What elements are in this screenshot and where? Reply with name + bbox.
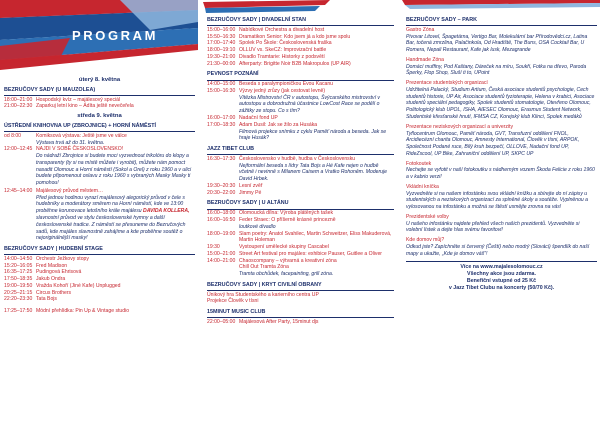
row-event: Československo v hudbě, hudba v Československu xyxy=(239,155,356,162)
event-description: Nejformální beseda s lídry Tata Bojs a Hé Kafe nejen o hudbě včetně i nevinně s Milanem Caisem a Vratko Rohoněm. Moderuje David Hrbek. xyxy=(239,162,387,183)
row-event: Feder Straec: O příšerně krásné princezně xyxy=(239,216,336,223)
program-row xyxy=(4,290,195,297)
zone-body: U našeho infostánku najdete přehled všech našich prezidentů. Vyzvedněte si volební lístek a dejte hlas svému favoritovi! xyxy=(406,220,580,234)
row-time: 19:00–19:50 xyxy=(4,282,33,289)
footer-concerts: v Jazz Tibet Clubu na koncerty (50/70 Kč). xyxy=(448,285,555,292)
program-row xyxy=(207,122,394,129)
program-row xyxy=(207,81,394,88)
column-right xyxy=(402,0,600,424)
day-heading-tuesday: úterý 8. května xyxy=(78,77,121,83)
program-row xyxy=(207,40,394,47)
row-event: Beseda s paralympioničkou Evou Kacanu xyxy=(239,81,334,88)
row-event: Circus Brothers xyxy=(36,289,72,296)
zone-group xyxy=(406,80,597,121)
zone-heading: Prezentace studentských organizací xyxy=(406,80,488,87)
section-divider xyxy=(207,317,394,318)
program-row xyxy=(4,263,195,270)
zone-heading: Fotokoutek xyxy=(406,160,432,167)
row-time: 14:00–21:00 xyxy=(207,257,236,264)
row-event: Majálesový průvod městem… xyxy=(36,187,104,194)
row-time: 18:00–19:00 xyxy=(207,230,236,237)
column-right-content xyxy=(406,15,597,292)
program-row xyxy=(4,296,195,303)
row-event: Street Art festival pro majáles: exhibice Pauser, Guitlee a Oliver xyxy=(239,250,382,257)
row-event: Nabídkové Orchestra a divadelní host xyxy=(239,26,325,33)
row-event: Dramatikon Senior: Kdo jsem já a kdo jsme spolu xyxy=(239,33,351,40)
banner-title: PROGRAM xyxy=(72,28,159,43)
zone-body: Odkud jste? Zapíchněte si červený (Čeští) nebo modrý (Slováci) špendlík do naší mapy a ukažte, „Kde je domov váš"! xyxy=(406,243,590,257)
row-event: Módní přehlídka: Pin Up & Vintage studio xyxy=(36,308,130,315)
row-time: 17:00–17:40 xyxy=(207,40,236,47)
section-title-15minut: 15MINUT MUSIC CLUB xyxy=(207,309,266,316)
row-subtext: loutkové divadlo xyxy=(239,223,276,230)
row-event: Afterparty: Brigitte Noir B2B Makropulos (UP AIR) xyxy=(239,60,351,67)
row-time: 18:00–21:00 xyxy=(4,96,33,103)
program-row xyxy=(207,251,394,258)
parade-description xyxy=(4,195,195,242)
program-row xyxy=(4,269,195,276)
program-row xyxy=(207,88,394,95)
footer-benefit: Benefiční vstupné od 25 Kč xyxy=(466,278,537,285)
row-time: 17:25–17:50 xyxy=(4,308,33,315)
section-title-theatre-tent: BEZRUČOVY SADY | DIVADELNÍ STAN xyxy=(207,17,307,23)
row-time: 19:30 xyxy=(207,244,220,251)
row-event: Jakub Ondra xyxy=(36,276,66,283)
program-row xyxy=(4,276,195,283)
program-row xyxy=(207,319,394,326)
row-time: 22:00–05:00 xyxy=(207,318,236,325)
footer-website: Více na www.majalesolomouc.cz xyxy=(460,264,543,271)
row-time: 12:45–14:00 xyxy=(4,187,33,194)
section-title-music-stage: BEZRUČOVY SADY | HUDEBNÍ STAGE xyxy=(4,246,103,253)
section-divider xyxy=(4,254,195,255)
program-row xyxy=(4,308,195,315)
program-row xyxy=(207,244,394,251)
zone-body: Vyzvedněte si na našem infostánku svou vkládní knížku a sbírejte do ní zápisy u studentských a neziskových organizací za splněné úkoly a soutěže. Vyplněnou a vylosovanou na infostánku a možná se štěstí usmějte zrovna na vás! xyxy=(406,190,588,211)
program-row xyxy=(4,146,195,153)
row-event: Jimmy Pé xyxy=(239,189,262,196)
row-event: Chaoscompany – výtvarná a kreativní zóna xyxy=(239,257,337,264)
section-divider xyxy=(4,131,195,132)
row-event: Spolek Po Škole: Československá fraška xyxy=(239,40,332,47)
row-event: Divadlo Tramtarie: Historky z podsvětí xyxy=(239,53,325,60)
row-time: 19:30–21:00 xyxy=(207,53,236,60)
row-event: Komiksová výstava: Ještě jsme ve válce xyxy=(36,132,127,139)
zone-heading: Prezidentské volby xyxy=(406,213,449,220)
program-row xyxy=(207,210,394,217)
section-title-bunker: BEZRUČOVY SADY | KRYT CIVILNÍ OBRANY xyxy=(207,281,322,288)
row-event: Olomoucká dílna: Výroba plátěných tašek xyxy=(239,210,334,217)
section-divider xyxy=(207,290,394,291)
row-time: 14:00–15:00 xyxy=(207,81,236,88)
program-row xyxy=(207,217,394,224)
row-time: 17:50–18:35 xyxy=(4,276,33,283)
row-event: Majálesová After Party, 15minut djs xyxy=(239,318,319,325)
row-time: 15:00–21:00 xyxy=(207,250,236,257)
zone-body: Udržitelná Palacký, Studium Artium, Česká asociace studentů psychologie, Cech studentů historie, UP Air, Asociace studentů fyzioterapie, Helena v krabici, Asociace studentů speciální pedagogiky, Spolek studentů stomatologie, Otevřeno Olomouc, Politologický klub UPOL, ISHA, AIESEC Olomouc, Erasmus Student Network, Studentské křesťanské hnutí, IFMSA CZ, Korejský klub Klinci, Spolek medáků xyxy=(406,86,595,120)
program-row xyxy=(4,188,195,195)
row-time: 15:00–16:00 xyxy=(207,26,236,33)
footer-info xyxy=(406,264,597,292)
zone-heading: Kde domov můj? xyxy=(406,237,445,244)
column-middle-content xyxy=(207,15,394,326)
event-description: Filmová projekce snímku z cyklu Paměť národa a beseda. Jak se hraje Husák? xyxy=(239,128,387,142)
program-row xyxy=(207,231,394,245)
row-event: OLLUV vs. SkeCZ: Improvizační battle xyxy=(239,47,327,54)
row-event: Vražda Kohoří (Jiné Kafe) Unplugged xyxy=(36,282,121,289)
section-divider xyxy=(207,209,394,210)
column-left xyxy=(0,0,198,424)
zone-body: Tyflocentrum Olomouc, Paměť národa, GVT, Transfuzní oddělení FNOL, Arcidiecézní charita Olomouc, Amnesty International, Člověk v tísni, ARPOK, Společnost Podané ruce, Bílý kruh bezpečí, OLLOVE, Nadační fond UP, RideZscool, UP Bike, Zahraniční oddělení UP, SKPC UP xyxy=(406,130,580,157)
row-event: Pudingová Ehrisová xyxy=(36,269,82,276)
row-time: 15:20–16:05 xyxy=(4,262,33,269)
row-event: NAJDI V SOBĚ ČESKOSLOVENSKO! xyxy=(36,146,124,153)
zone-group xyxy=(406,57,597,77)
section-title-jazz-tibet: JAZZ TIBET CLUB xyxy=(207,146,255,153)
row-event: Výzvy jedný zrůzy (jak cestovat levně) xyxy=(239,87,326,94)
zone-body: Pivovar Litovel, Špagetárna, Vertigo Bar, Molekulární bar Přírodovědci.cz, Latina Bar, točená zmrzlina, Palačinkola, Od Hradiště, The Buns, OSA Cocktail Bar, U Romera, Nepali Restaurant, Kafe jak lusk, Mezagrande xyxy=(406,33,588,54)
zone-heading: Gastro Zóna xyxy=(406,26,435,33)
row-time: 15:00–16:30 xyxy=(207,87,236,94)
row-time: 16:00–16:50 xyxy=(207,216,236,223)
program-row xyxy=(4,283,195,290)
bunker-description: Únikový hra Studentského a karierního centra UP Projekce Člověk v tísni xyxy=(207,291,319,305)
program-row xyxy=(4,103,195,110)
program-row xyxy=(4,256,195,263)
row-event: Adam Dusil: Jak se žilo za Husáka xyxy=(239,121,318,128)
footer-free: Všechny akce jsou zdarma. xyxy=(467,271,536,278)
parade-text-b: slavnostní průvod ve stylu československé hymny a další československé tradice. Z náměstí se přesuneme do Bezručových sadů, kde majáles slavnostně zahájíme a kde proběhne soutěž o nejoriginálnější masky! xyxy=(36,214,186,242)
row-event: Vystoupení umělecké skupiny Cascabel xyxy=(239,244,329,251)
zone-group xyxy=(406,214,597,234)
program-row xyxy=(207,47,394,54)
zone-group xyxy=(406,124,597,158)
row-time: 21:00–22:30 xyxy=(4,103,33,110)
row-time: 16:00–18:00 xyxy=(207,210,236,217)
program-row xyxy=(207,61,394,68)
row-event: Orchestr Ježkovy stopy xyxy=(36,255,89,262)
row-time: 15:50–16:30 xyxy=(207,33,236,40)
program-row xyxy=(207,258,394,265)
program-row xyxy=(207,156,394,163)
column-left-content xyxy=(4,76,195,315)
section-title-park: BEZRUČOVY SADY – PARK xyxy=(406,17,477,23)
program-row xyxy=(207,54,394,61)
day-heading-wednesday: středa 9. května xyxy=(77,113,122,120)
row-time: 19:30–20:30 xyxy=(207,182,236,189)
zone-group xyxy=(406,27,597,54)
section-divider xyxy=(4,95,195,96)
section-divider xyxy=(406,25,597,26)
row-time: 16:00–17:00 xyxy=(207,114,236,121)
zone-group xyxy=(406,161,597,181)
zone-heading: Handmade Zóna xyxy=(406,56,444,63)
row-time: 16:35–17:25 xyxy=(4,269,33,276)
section-divider xyxy=(207,80,394,81)
row-event: Fred Madison xyxy=(36,262,68,269)
section-title-library: ÚSTŘEDNÍ KNIHOVNA UP (ZBROJNICE) + HORNÍ NÁMĚSTÍ xyxy=(4,123,156,129)
row-time: 20:30–22:00 xyxy=(207,189,236,196)
section-title-pevnost: PEVNOST POZNÁNÍ xyxy=(207,71,259,78)
zone-group xyxy=(406,184,597,211)
row-time: 14:00–14:50 xyxy=(4,255,33,262)
row-event: Tata Bojs xyxy=(36,296,57,303)
row-subtext: Tramta obchůdek, facepainting, grill zóna. xyxy=(239,271,334,278)
row-time: 12:00–12:45 xyxy=(4,146,33,153)
row-time: od 8:00 xyxy=(4,132,21,139)
zone-body: Nechejte se vyfotit v naší fotokoutku s nádherným vozem Škoda Felicie z roku 1960 a v kabrio verzi! xyxy=(406,167,595,181)
zone-body: Domácí muffiny, Pod Kaštany, Dáreček na míru, Soukři, Fotka na dřevo, Paroda Šperky, Flop Shop, Sluší ti to, UPoint xyxy=(406,63,587,77)
section-title-mauzoleum: BEZRUČOVY SADY (U MAUZOLEA) xyxy=(4,86,96,93)
program-row xyxy=(207,183,394,190)
section-divider xyxy=(207,154,394,155)
zone-heading: Vkládni kníčka xyxy=(406,183,439,190)
program-row xyxy=(207,190,394,197)
row-time: 21:30–00:00 xyxy=(207,60,236,67)
column-middle xyxy=(203,0,397,424)
row-subtext: Chill Out Tramta Zóna xyxy=(239,264,289,271)
row-time: 16:30–17:30 xyxy=(207,155,236,162)
row-subtext: Výstava trvá až do 31. května. xyxy=(36,139,105,146)
program-banner xyxy=(0,0,198,70)
parade-text-a: Před jednou hodinou vyrazí majálesový alegorický průvod v čele s hudebníky a moderátory směrem na Horní náměstí, kde ve 13:00 proběhne korunovace letošního krále majálesu xyxy=(36,194,185,215)
program-row xyxy=(207,27,394,34)
zone-heading: Prezentace neziskových organizací a univerzity xyxy=(406,123,514,130)
event-description: Vítězka Mistrovství ČR v autostopu, Švýcarského mistrovství v autostopu a dobrodružná účastnice LowCost Race se podělí o zážitky ze stopu. Co s tím? xyxy=(239,94,380,115)
row-event: Slam poetry: Anatol Svahilec, Martin Schweitzer, Eliss Makuderová, Martin Holeman xyxy=(239,230,392,244)
footer-divider xyxy=(406,261,597,262)
section-title-altan: BEZRUČOVY SADY | U ALTÁNU xyxy=(207,200,289,207)
program-row xyxy=(4,133,195,140)
row-event: Hospodský kvíz – majálesový speciál xyxy=(36,96,121,103)
row-event: Zaparkuj letní kino – Ádíta ještě nevečeřela xyxy=(36,103,134,110)
event-description: Do nádraží Zbrojnice si budete moci vyzvednout trikolóru do klopy a transparenty (ty si na místě můžete i vyrobit), můžete nám pomoct nasadit Olomouc a Horní náměstí (Sokol a Orel) z roku 1960 a v ulici budete připomenout oslavu z roku 1960 s vybraných Masky Masky ti pomohou! xyxy=(36,153,192,187)
row-time: 20:25–21:15 xyxy=(4,289,33,296)
row-time: 17:00–18:30 xyxy=(207,121,236,128)
section-divider xyxy=(207,25,394,26)
zone-group xyxy=(406,237,597,257)
king-name: DAVIDA KOLLERA, xyxy=(143,208,190,215)
program-row xyxy=(207,115,394,122)
row-event: Nadační fond UP xyxy=(239,114,278,121)
row-event: Lesní zvěř xyxy=(239,182,263,189)
row-time: 22:20–23:30 xyxy=(4,296,33,303)
row-time: 18:00–19:10 xyxy=(207,47,236,54)
